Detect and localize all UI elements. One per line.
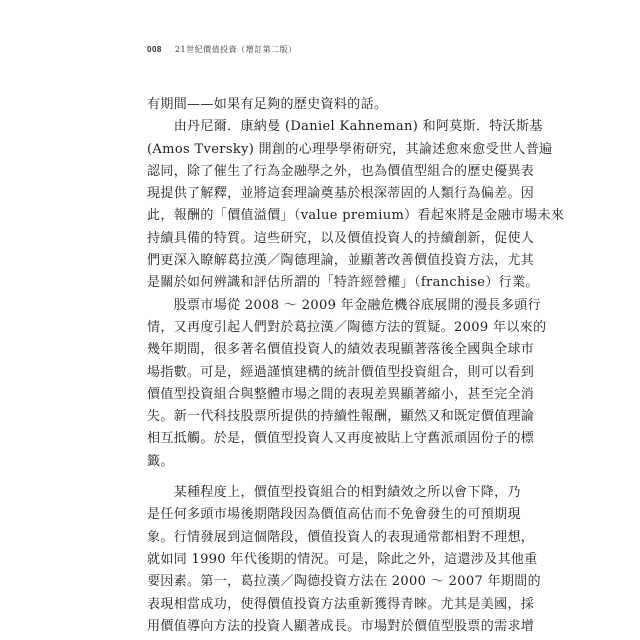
text-line: 由丹尼爾．康納曼 (Daniel Kahneman) 和阿莫斯．特沃斯基: [147, 119, 543, 135]
text-line: 相互抵觸。於是，價值型投資人又再度被貼上守舊派頑固份子的標: [147, 431, 535, 447]
text-line: 象。行情發展到這個階段，價值投資人的表現通常都相對不理想，: [147, 529, 535, 545]
text-line: 股票市場從 2008 ～ 2009 年金融危機谷底展開的漫長多頭行: [147, 297, 541, 313]
book-title: 21世紀價值投資（增訂第二版）: [174, 45, 297, 54]
text-line: 是任何多頭市場後期階段因為價值高估而不免會發生的可預期現: [147, 507, 521, 523]
text-line: 要因素。第一，葛拉漢／陶德投資方法在 2000 ～ 2007 年期間的: [147, 574, 541, 590]
text-line: 幾年期間，很多著名價值投資人的績效表現顯著落後全國與全球市: [147, 342, 535, 358]
text-line: 表現相當成功，使得價值投資方法重新獲得青睞。尤其是美國，採: [147, 596, 535, 612]
text-line: (Amos Tversky) 開創的心理學學術研究，其論述愈來愈受世人普遍: [147, 141, 553, 157]
text-line: 場指數。可是，經過謹慎建構的統計價值型投資組合，則可以看到: [147, 364, 535, 380]
text-line: 就如同 1990 年代後期的情況。可是，除此之外，這還涉及其他重: [147, 551, 538, 567]
text-line: 現提供了解釋，並將這套理論奠基於根深蒂固的人類行為偏差。因: [147, 186, 535, 202]
text-line: 某種程度上，價值型投資組合的相對績效之所以會下降，乃: [147, 485, 521, 501]
paragraph: [147, 482, 541, 638]
text-line: 價值型投資組合與整體市場之間的表現差異顯著縮小，甚至完全消: [147, 386, 535, 402]
paragraph: [147, 295, 547, 473]
text-line: 失。新一代科技股票所提供的持續性報酬，顯然又和既定價值理論: [147, 409, 535, 425]
text-line: 持續具備的特質。這些研究，以及價值投資人的持續創新，促使人: [147, 230, 535, 246]
text-line: 情，又再度引起人們對於葛拉漢／陶德方法的質疑。2009 年以來的: [147, 319, 547, 335]
text-line: 有期間——如果有足夠的歷史資料的話。: [147, 97, 388, 112]
text-line: 們更深入瞭解葛拉漢／陶德理論，並顯著改善價值投資方法，尤其: [147, 253, 535, 269]
running-head: [147, 44, 297, 55]
body-text: [147, 94, 565, 638]
text-line: 認同，除了催生了行為金融學之外，也為價值型組合的歷史優異表: [147, 163, 535, 179]
text-line: 是關於如何辨識和評估所謂的「特許經營權」（franchise）行業。: [147, 275, 539, 291]
page-number: 008: [147, 45, 162, 54]
paragraph: [147, 94, 497, 116]
paragraph: [147, 116, 565, 294]
text-line: 籤。: [147, 453, 174, 469]
text-line: 用價值導向方法的投資人顯著成長。市場對於價值型股票的需求增: [147, 618, 535, 634]
text-line: 此，報酬的「價值溢價」（value premium）看起來將是金融市場未來: [147, 208, 565, 224]
